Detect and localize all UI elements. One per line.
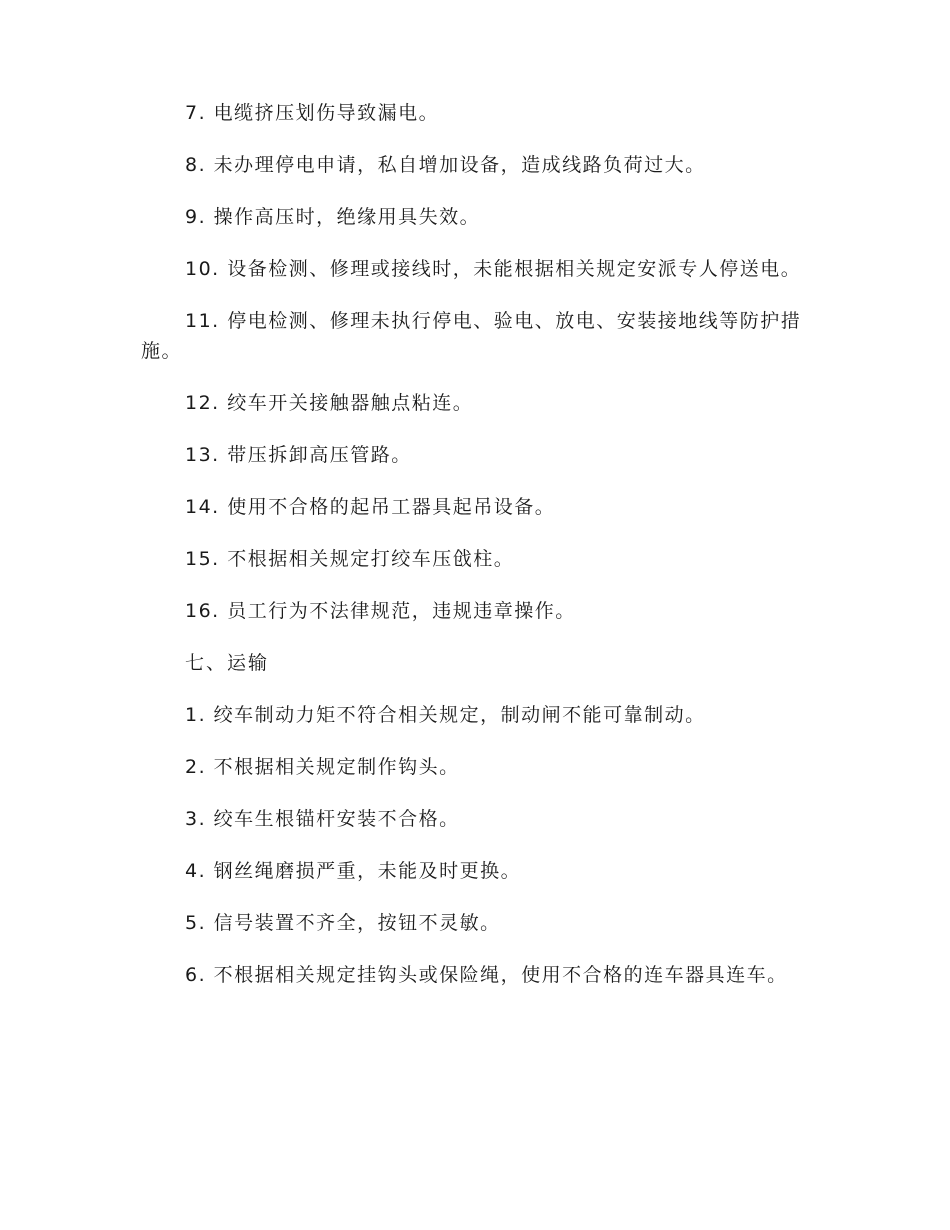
paragraph-item-13: 13. 带压拆卸高压管路。 xyxy=(185,444,412,466)
document-body xyxy=(141,98,809,1012)
transport-item-1: 1. 绞车制动力矩不符合相关规定，制动闸不能可靠制动。 xyxy=(185,704,706,726)
section-heading-transport: 七、运输 xyxy=(185,652,270,674)
transport-item-3: 3. 绞车生根锚杆安装不合格。 xyxy=(185,808,460,830)
paragraph-item-9: 9. 操作高压时，绝缘用具失效。 xyxy=(185,206,481,228)
transport-item-6: 6. 不根据相关规定挂钩头或保险绳，使用不合格的连车器具连车。 xyxy=(185,964,788,986)
paragraph-item-10: 10. 设备检测、修理或接线时，未能根据相关规定安派专人停送电。 xyxy=(185,258,802,280)
paragraph-item-14: 14. 使用不合格的起吊工器具起吊设备。 xyxy=(185,496,556,518)
transport-item-2: 2. 不根据相关规定制作钩头。 xyxy=(185,756,460,778)
paragraph-item-8: 8. 未办理停电申请，私自增加设备，造成线路负荷过大。 xyxy=(185,154,706,176)
transport-item-5: 5. 信号装置不齐全，按钮不灵敏。 xyxy=(185,912,501,934)
paragraph-item-7: 7. 电缆挤压划伤导致漏电。 xyxy=(185,102,440,124)
paragraph-item-12: 12. 绞车开关接触器触点粘连。 xyxy=(185,392,474,414)
transport-item-4: 4. 钢丝绳磨损严重，未能及时更换。 xyxy=(185,860,522,882)
paragraph-item-11: 11. 停电检测、修理未执行停电、验电、放电、安装接地线等防护措施。 xyxy=(141,310,802,362)
paragraph-item-15: 15. 不根据相关规定打绞车压戗柱。 xyxy=(185,548,515,570)
paragraph-item-16: 16. 员工行为不法律规范，违规违章操作。 xyxy=(185,600,576,622)
